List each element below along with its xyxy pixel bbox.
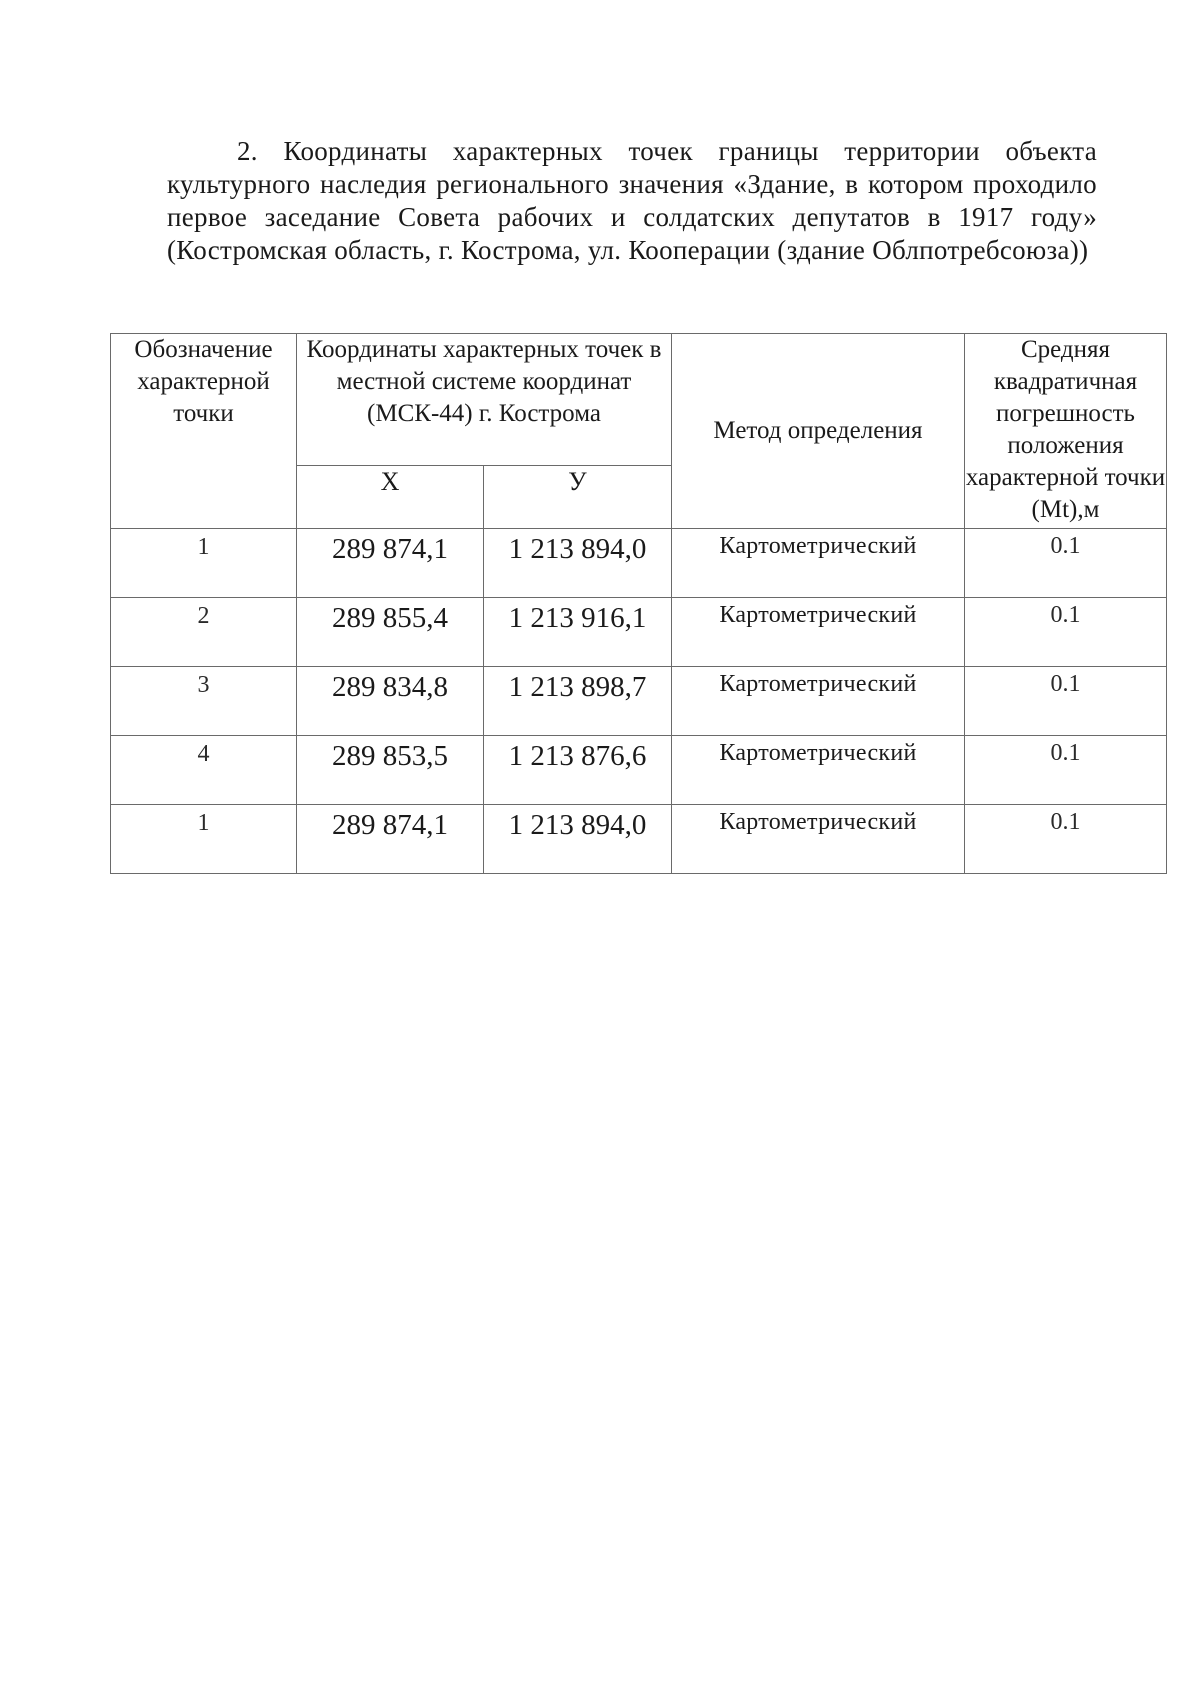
cell-method: Картометрический <box>672 529 965 598</box>
cell-y: 1 213 876,6 <box>484 736 672 805</box>
cell-x: 289 874,1 <box>297 805 484 874</box>
cell-error: 0.1 <box>965 736 1167 805</box>
cell-point: 1 <box>111 529 297 598</box>
cell-point: 3 <box>111 667 297 736</box>
cell-error: 0.1 <box>965 805 1167 874</box>
cell-y: 1 213 894,0 <box>484 805 672 874</box>
table-row <box>111 736 1167 805</box>
header-coordinates: Координаты характерных точек в местной системе координат (МСК-44) г. Кострома <box>297 334 672 466</box>
table-row <box>111 598 1167 667</box>
coordinates-table <box>110 333 1167 874</box>
cell-method: Картометрический <box>672 598 965 667</box>
cell-method: Картометрический <box>672 667 965 736</box>
cell-method: Картометрический <box>672 736 965 805</box>
table-row <box>111 667 1167 736</box>
cell-x: 289 855,4 <box>297 598 484 667</box>
table-row <box>111 529 1167 598</box>
cell-error: 0.1 <box>965 598 1167 667</box>
cell-point: 4 <box>111 736 297 805</box>
cell-y: 1 213 898,7 <box>484 667 672 736</box>
header-x: Х <box>297 466 484 529</box>
cell-error: 0.1 <box>965 667 1167 736</box>
cell-x: 289 853,5 <box>297 736 484 805</box>
table-row <box>111 805 1167 874</box>
cell-point: 2 <box>111 598 297 667</box>
cell-x: 289 874,1 <box>297 529 484 598</box>
cell-point: 1 <box>111 805 297 874</box>
cell-y: 1 213 894,0 <box>484 529 672 598</box>
header-y: У <box>484 466 672 529</box>
header-method: Метод определения <box>672 334 965 529</box>
cell-y: 1 213 916,1 <box>484 598 672 667</box>
intro-paragraph <box>167 135 1097 267</box>
cell-error: 0.1 <box>965 529 1167 598</box>
header-point: Обозначение характерной точки <box>111 334 297 529</box>
header-error: Средняя квадратичная погрешность положения характерной точки (Mt),м <box>965 334 1167 529</box>
cell-method: Картометрический <box>672 805 965 874</box>
cell-x: 289 834,8 <box>297 667 484 736</box>
intro-text: 2. Координаты характерных точек границы территории объекта культурного наследия регионального значения «Здание, в котором проходило первое заседание Совета рабочих и солдатских депутатов в 1917 году» (Костромская область, г. Кострома, ул. Кооперации (здание Облпотребсоюза)) <box>167 136 1097 265</box>
